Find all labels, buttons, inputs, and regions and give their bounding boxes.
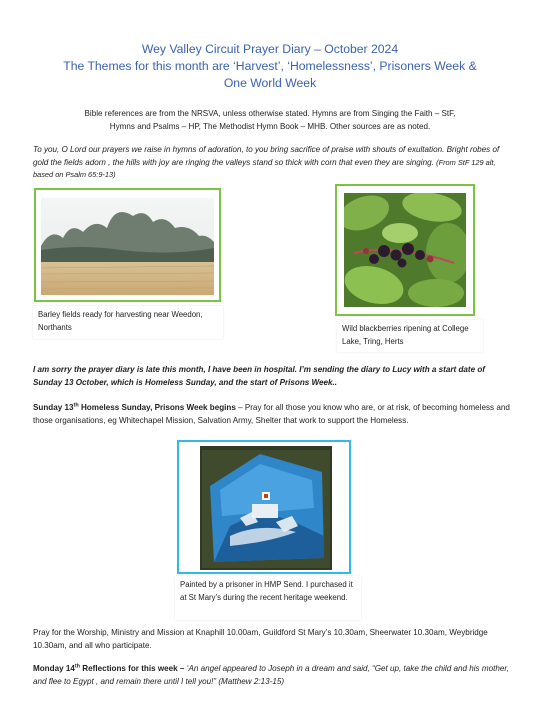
monday-day: Monday 14 bbox=[33, 664, 75, 673]
prisoner-painting-caption: Painted by a prisoner in HMP Send. I purchased it at St Mary’s during the recent heritage weekend. bbox=[175, 576, 361, 620]
monday-entry bbox=[33, 663, 511, 688]
late-diary-notice: I am sorry the prayer diary is late this month, I have been in hospital. I’m sending the diary to Lucy with a start date of Sunday 13 October, which is Homeless Sunday, and the start of Prisons Week.. bbox=[33, 365, 486, 387]
references-note bbox=[40, 107, 500, 133]
blackberries-image bbox=[344, 193, 466, 307]
title-line-3: One World Week bbox=[223, 76, 317, 90]
sunday-entry bbox=[33, 402, 511, 427]
barley-photo-frame bbox=[34, 188, 221, 302]
sunday-day-suffix: th bbox=[73, 402, 79, 409]
references-line-1: Bible references are from the NRSVA, unless otherwise stated. Hymns are from Singing the Faith – StF, bbox=[84, 109, 456, 118]
barley-field-image bbox=[41, 198, 214, 295]
references-line-2: Hymns and Psalms – HP, The Methodist Hymn Book – MHB. Other sources are as noted. bbox=[109, 122, 431, 131]
blackberries-photo-frame bbox=[335, 184, 475, 316]
title-line-1: Wey Valley Circuit Prayer Diary – October 2024 bbox=[141, 42, 399, 56]
monday-heading: Reflections for this week bbox=[80, 664, 178, 673]
worship-prayer: Pray for the Worship, Ministry and Mission at Knaphill 10.00am, Guildford St Mary’s 10.30am, Sheerwater 10.30am, Weybridge 10.30am, and all who participate. bbox=[33, 628, 488, 650]
sunday-day: Sunday 13 bbox=[33, 403, 74, 412]
prisoner-painting-image bbox=[200, 446, 332, 570]
monday-day-suffix: th bbox=[74, 663, 81, 670]
sunday-text: – Pray for all those you know who are, or at risk, of becoming homeless and those organisations, eg Whitechapel Mission, Salvation Army, Shelter that work to support the Homeless. bbox=[33, 403, 510, 425]
monday-dash: – bbox=[177, 664, 187, 673]
prisoner-painting-frame bbox=[177, 440, 351, 574]
monday-quote: ‘An angel appeared to Joseph in a dream and said, “Get up, take the child and his mother, and flee to Egypt , and remain there until I tell you!” (Matthew 2:13-15) bbox=[33, 664, 509, 686]
page-title bbox=[20, 41, 520, 92]
blackberries-caption: Wild blackberries ripening at College Lake, Tring, Herts bbox=[337, 320, 483, 352]
opening-prayer bbox=[33, 144, 511, 182]
barley-caption: Barley fields ready for harvesting near Weedon, Northants bbox=[33, 306, 223, 339]
opening-prayer-source: (From StF 129 alt, based on Psalm 65:9-13) bbox=[33, 157, 496, 179]
title-line-2: The Themes for this month are ‘Harvest’, ‘Homelessness’, Prisoners Week & bbox=[63, 59, 477, 73]
opening-prayer-text: To you, O Lord our prayers we raise in hymns of adoration, to you bring sacrifice of praise with shouts of exultation. Bright robes of gold the fields adorn , the hills with joy are ringing the valleys stand so thick with corn that even they are singing. bbox=[33, 145, 500, 167]
sunday-heading: Homeless Sunday, Prisons Week begins bbox=[78, 403, 236, 412]
